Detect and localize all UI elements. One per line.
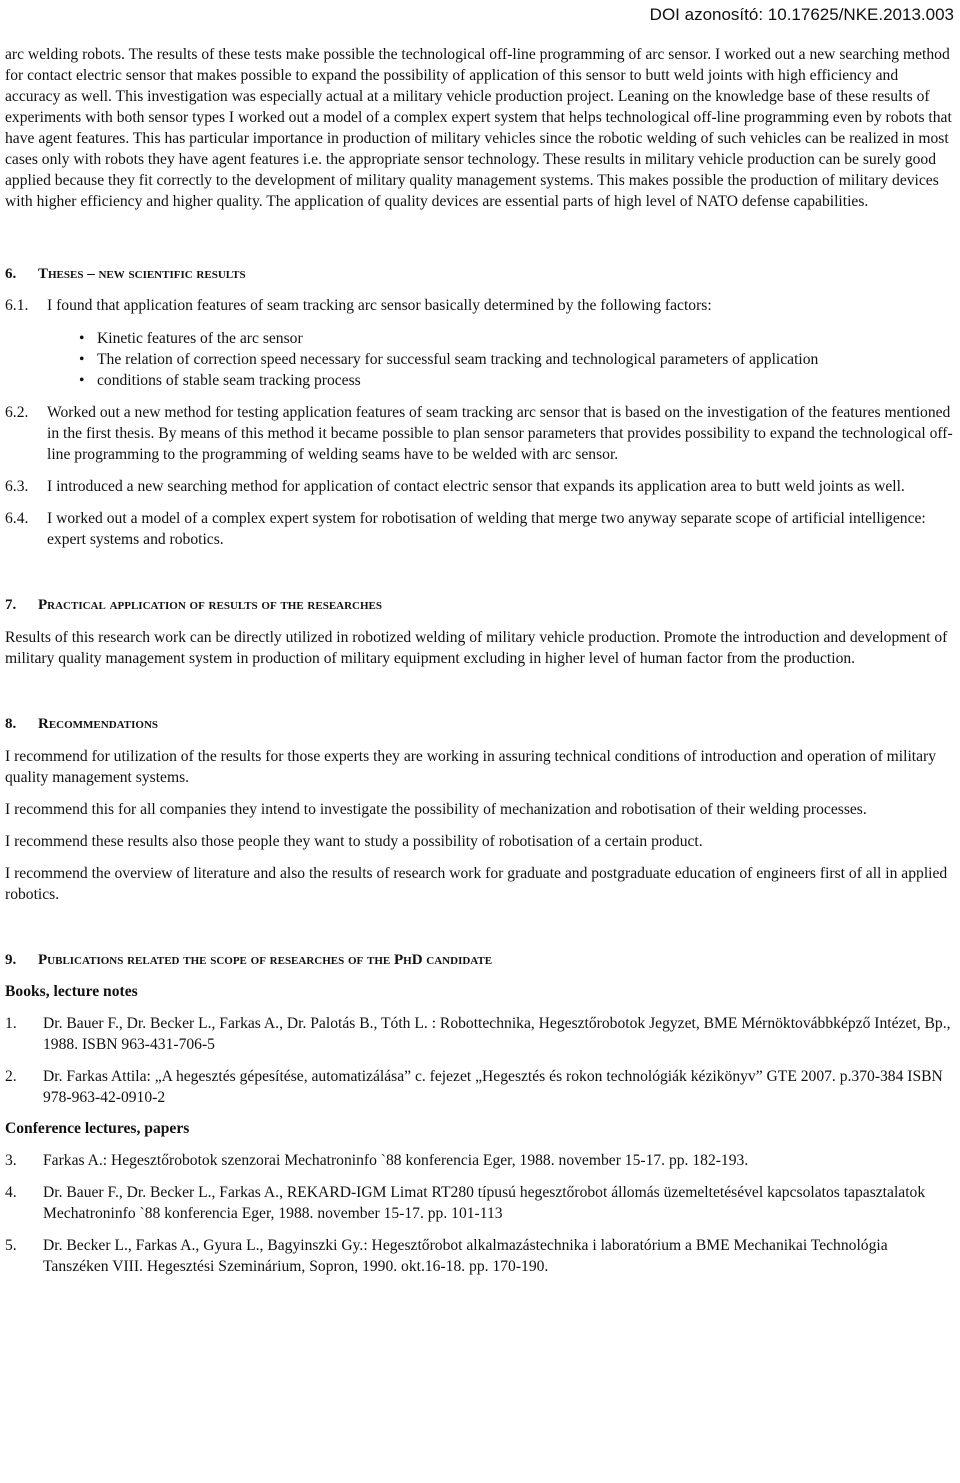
section-9-heading — [5, 950, 955, 971]
publication-item — [5, 1013, 955, 1055]
recommendation-paragraph: I recommend the overview of literature and also the results of research work for graduate and postgraduate education of engineers first of all in applied robotics. — [5, 865, 948, 903]
list-item: • conditions of stable seam tracking process — [79, 370, 955, 391]
publication-text: Dr. Bauer F., Dr. Becker L., Farkas A., REKARD-IGM Limat RT280 típusú hegesztőrobot állomás üzemeltetésével kapcsolatos tapasztalatok Mechatroninfo `88 konferencia Eger, 1988. november 15-17. pp. 101-113 — [43, 1184, 926, 1222]
conference-subheading: Conference lectures, papers — [5, 1120, 190, 1137]
thesis-6-3 — [5, 476, 955, 497]
section-number: 6. — [5, 266, 17, 282]
books-subheading: Books, lecture notes — [5, 983, 138, 1000]
list-item: • The relation of correction speed necessary for successful seam tracking and technological parameters of application — [79, 349, 955, 370]
recommendation-paragraph: I recommend these results also those people they want to study a possibility of robotisation of a certain product. — [5, 833, 703, 850]
thesis-number: 6.2. — [5, 404, 29, 421]
thesis-number: 6.1. — [5, 297, 29, 314]
thesis-text: I found that application features of seam tracking arc sensor basically determined by the following factors: — [47, 297, 712, 314]
section-title: Recommendations — [38, 716, 159, 732]
publication-item — [5, 1066, 955, 1108]
publication-number: 5. — [5, 1237, 17, 1254]
intro-paragraph: arc welding robots. The results of these tests make possible the technological off-line programming of arc sensor. I worked out a new searching method for contact electric sensor that makes possible to expand the possibility of application of this sensor to butt weld joints with high efficiency and accuracy as well. This investigation was especially actual at a military vehicle production project. Leaning on the knowledge base of these results of experiments with both sensor types I worked out a model of a complex expert system that helps technological off-line programming even by robots that have agent features. This has particular importance in production of military vehicles since the robotic welding of such vehicles can be realized in most cases only with robots they have agent features i.e. the appropriate sensor technology. These results in military vehicle production can be surely good applied because they fit correctly to the development of military quality management systems. This makes possible the production of military devices with higher efficiency and higher quality. The application of quality devices are essential parts of high level of NATO defense capabilities. — [5, 46, 952, 210]
section-number: 7. — [5, 597, 17, 613]
document-page — [5, 44, 955, 1277]
section-number: 8. — [5, 716, 17, 732]
recommendation-paragraph: I recommend this for all companies they intend to investigate the possibility of mechanization and robotisation of their welding processes. — [5, 801, 867, 818]
publication-item — [5, 1182, 955, 1224]
thesis-6-1 — [5, 295, 955, 316]
section-8-heading — [5, 714, 955, 735]
publication-item — [5, 1150, 955, 1171]
section-title: Theses – new scientific results — [38, 266, 246, 282]
section-7-heading — [5, 595, 955, 616]
thesis-6-2 — [5, 402, 955, 465]
publication-text: Dr. Bauer F., Dr. Becker L., Farkas A., Dr. Palotás B., Tóth L. : Robottechnika, Hegesztőrobotok Jegyzet, BME Mérnöktovábbképző Intézet, Bp., 1988. ISBN 963-431-706-5 — [43, 1015, 951, 1053]
section-number: 9. — [5, 952, 17, 968]
publication-number: 1. — [5, 1015, 17, 1032]
thesis-number: 6.4. — [5, 510, 29, 527]
thesis-number: 6.3. — [5, 478, 29, 495]
section-title: Publications related the scope of researches of the PhD candidate — [38, 952, 493, 968]
factor-list — [5, 328, 955, 391]
thesis-text: I worked out a model of a complex expert system for robotisation of welding that merge two anyway separate scope of artificial intelligence: expert systems and robotics. — [47, 510, 926, 548]
list-item: • Kinetic features of the arc sensor — [79, 328, 955, 349]
publication-item — [5, 1235, 955, 1277]
section-7-paragraph: Results of this research work can be directly utilized in robotized welding of military vehicle production. Promote the introduction and development of military quality management system in production of military equipment excluding in higher level of human factor from the production. — [5, 629, 948, 667]
thesis-text: Worked out a new method for testing application features of seam tracking arc sensor that is based on the investigation of the features mentioned in the first thesis. By means of this method it became possible to plan sensor parameters that provides possibility to expand the technological off-line programming to the programming of welding seams have to be welded with arc sensor. — [47, 404, 953, 463]
thesis-text: I introduced a new searching method for application of contact electric sensor that expands its application area to butt weld joints as well. — [47, 478, 905, 495]
thesis-6-4 — [5, 508, 955, 550]
publication-number: 4. — [5, 1184, 17, 1201]
publication-text: Dr. Becker L., Farkas A., Gyura L., Bagyinszki Gy.: Hegesztőrobot alkalmazástechnika i laboratórium a BME Mechanikai Technológia Tanszéken VIII. Hegesztési Szeminárium, Sopron, 1990. okt.16-18. pp. 170-190. — [43, 1237, 888, 1275]
doi-header: DOI azonosító: 10.17625/NKE.2013.003 — [649, 5, 954, 24]
section-title: Practical application of results of the researches — [38, 597, 383, 613]
section-6-heading — [5, 264, 955, 285]
publication-text: Farkas A.: Hegesztőrobotok szenzorai Mechatroninfo `88 konferencia Eger, 1988. november 15-17. pp. 182-193. — [43, 1152, 749, 1169]
publication-number: 2. — [5, 1068, 17, 1085]
publication-text: Dr. Farkas Attila: „A hegesztés gépesítése, automatizálása” c. fejezet „Hegesztés és rokon technológiák kézikönyv” GTE 2007. p.370-384 ISBN 978-963-42-0910-2 — [43, 1068, 943, 1106]
recommendation-paragraph: I recommend for utilization of the results for those experts they are working in assuring technical conditions of introduction and operation of military quality management systems. — [5, 748, 937, 786]
publication-number: 3. — [5, 1152, 17, 1169]
